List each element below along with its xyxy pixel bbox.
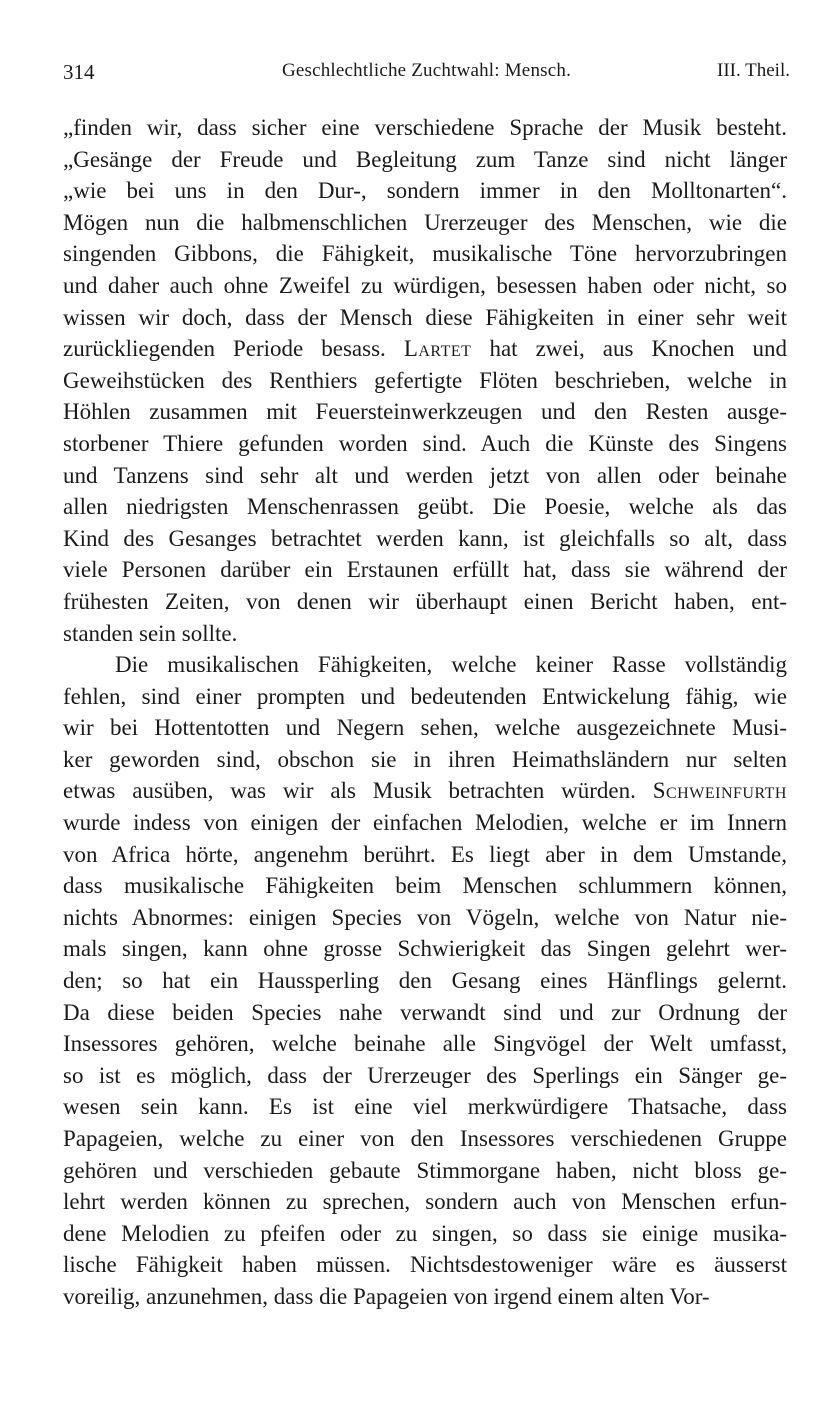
- text-line: Mögen nun die halbmenschlichen Urerzeuger des Menschen, wie die: [63, 209, 787, 235]
- body-text: [63, 112, 787, 1313]
- text-line: Die musikalischen Fähigkeiten, welche keiner Rasse vollständig: [115, 652, 787, 678]
- text-line: Da diese beiden Species nahe verwandt sind und zur Ordnung der: [63, 999, 787, 1025]
- text-line: Kind des Gesanges betrachtet werden kann, ist gleichfalls so alt, dass: [63, 525, 787, 551]
- text-line: wissen wir doch, dass der Mensch diese Fähigkeiten in einer sehr weit: [63, 304, 787, 330]
- text-line: wir bei Hottentotten und Negern sehen, welche ausgezeichnete Musi-: [63, 715, 787, 741]
- text-line: etwas ausüben, was wir als Musik betrachten würden. Schweinfurth: [63, 778, 787, 804]
- text-line: voreilig, anzunehmen, dass die Papageien von irgend einem alten Vor-: [63, 1283, 710, 1309]
- text-line: nichts Abnormes: einigen Species von Vögeln, welche von Natur nie-: [63, 904, 787, 930]
- text-line: allen niedrigsten Menschenrassen geübt. Die Poesie, welche als das: [63, 494, 787, 520]
- text-line: und Tanzens sind sehr alt und werden jetzt von allen oder beinahe: [63, 462, 787, 488]
- text-line: Höhlen zusammen mit Feuersteinwerkzeugen und den Resten ausge-: [63, 399, 787, 425]
- text-line: singenden Gibbons, die Fähigkeit, musikalische Töne hervorzubringen: [63, 241, 787, 267]
- running-title: Geschlechtliche Zuchtwahl: Mensch.: [281, 60, 572, 81]
- author-name: Schweinfurth: [652, 778, 787, 804]
- text-line: Geweihstücken des Renthiers gefertigte Flöten beschrieben, welche in: [63, 367, 787, 393]
- page-header: [63, 60, 790, 88]
- text-line: lehrt werden können zu sprechen, sondern auch von Menschen erfun-: [63, 1189, 787, 1215]
- text-line: Insessores gehören, welche beinahe alle Singvögel der Welt umfasst,: [63, 1031, 787, 1057]
- text-line: und daher auch ohne Zweifel zu würdigen, besessen haben oder nicht, so: [63, 272, 787, 298]
- text-line: mals singen, kann ohne grosse Schwierigkeit das Singen gelehrt wer-: [63, 936, 787, 962]
- part-label: III. Theil.: [717, 60, 790, 81]
- text-line: zurückliegenden Periode besass. Lartet hat zwei, aus Knochen und: [63, 336, 787, 362]
- text-line: gehören und verschieden gebaute Stimmorgane haben, nicht bloss ge-: [63, 1157, 787, 1183]
- text-line: fehlen, sind einer prompten und bedeutenden Entwickelung fähig, wie: [63, 683, 787, 709]
- text-line: lische Fähigkeit haben müssen. Nichtsdestoweniger wäre es äusserst: [63, 1252, 787, 1278]
- text-line: so ist es möglich, dass der Urerzeuger des Sperlings ein Sänger ge-: [63, 1062, 787, 1088]
- paragraph: [63, 112, 787, 649]
- text-line: dass musikalische Fähigkeiten beim Menschen schlummern können,: [63, 873, 787, 899]
- text-line: „wie bei uns in den Dur-, sondern immer in den Molltonarten“.: [63, 178, 787, 204]
- text-line: wesen sein kann. Es ist eine viel merkwürdigere Thatsache, dass: [63, 1094, 787, 1120]
- text-line: storbener Thiere gefunden worden sind. Auch die Künste des Singens: [63, 430, 787, 456]
- text-line: dene Melodien zu pfeifen oder zu singen, so dass sie einige musika-: [63, 1220, 787, 1246]
- text-line: wurde indess von einigen der einfachen Melodien, welche er im Innern: [63, 810, 787, 836]
- text-line: Papageien, welche zu einer von den Insessores verschiedenen Gruppe: [63, 1126, 787, 1151]
- author-name: Lartet: [403, 336, 472, 362]
- text-line: standen sein sollte.: [63, 620, 238, 646]
- text-line: frühesten Zeiten, von denen wir überhaupt einen Bericht haben, ent-: [63, 588, 787, 614]
- text-line: „Gesänge der Freude und Begleitung zum Tanze sind nicht länger: [63, 146, 787, 172]
- text-line: „finden wir, dass sicher eine verschiedene Sprache der Musik besteht.: [63, 115, 787, 140]
- text-line: den; so hat ein Haussperling den Gesang eines Hänflings gelernt.: [63, 968, 787, 994]
- text-line: von Africa hörte, angenehm berührt. Es liegt aber in dem Umstande,: [63, 841, 787, 867]
- text-line: ker geworden sind, obschon sie in ihren Heimathsländern nur selten: [63, 746, 787, 772]
- paragraph: [63, 649, 787, 1312]
- page-number: 314: [63, 60, 95, 84]
- text-line: viele Personen darüber ein Erstaunen erfüllt hat, dass sie während der: [63, 557, 787, 583]
